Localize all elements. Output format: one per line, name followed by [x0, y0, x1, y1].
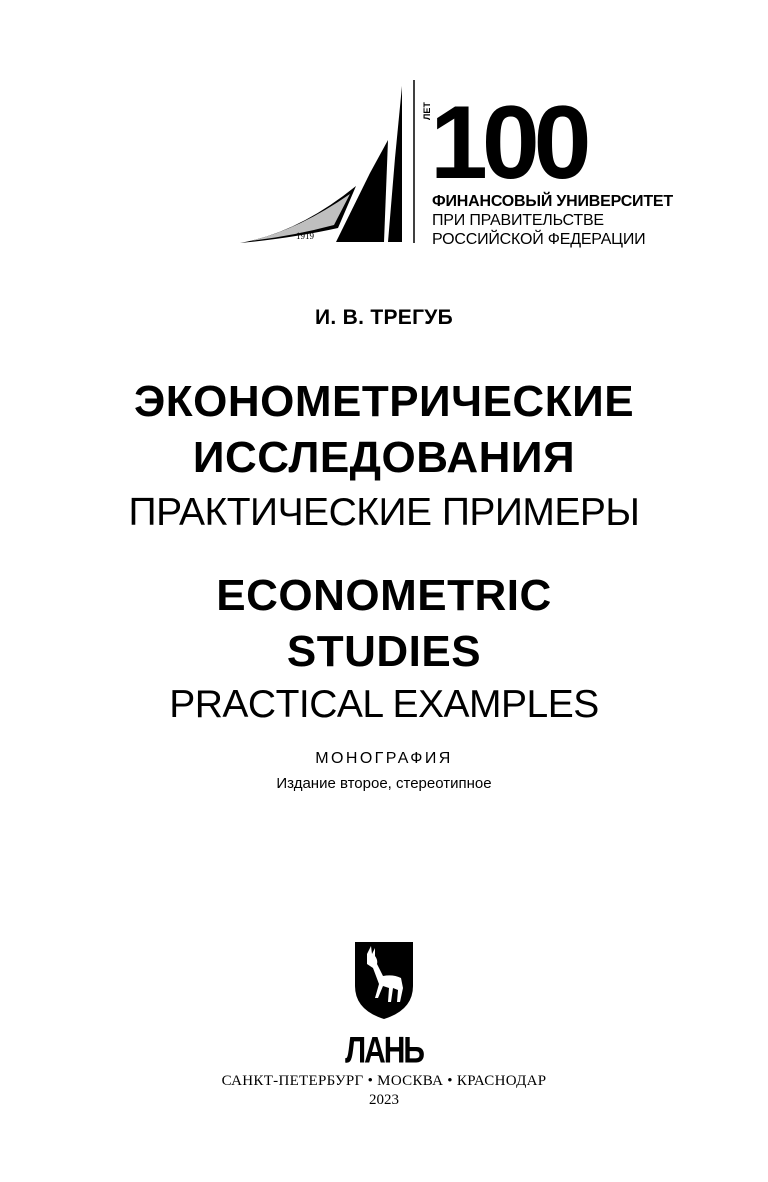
- genre-label: МОНОГРАФИЯ: [315, 750, 453, 767]
- title-en-line-1: ECONOMETRIC: [216, 571, 552, 620]
- logo-years-label: ЛЕТ: [422, 102, 432, 120]
- author-name: И. В. ТРЕГУБ: [314, 306, 454, 329]
- logo-founded-year: 1919: [296, 231, 314, 241]
- logo-slope-2: [388, 86, 402, 242]
- university-name-line-3: РОССИЙСКОЙ ФЕДЕРАЦИИ: [432, 231, 646, 248]
- publisher-logo: [345, 940, 423, 1072]
- university-name-line-2: ПРИ ПРАВИТЕЛЬСТВЕ: [432, 212, 604, 229]
- publication-year: 2023: [369, 1092, 399, 1108]
- title-en-line-2: STUDIES: [286, 627, 482, 676]
- doe-emblem-icon: [355, 942, 413, 1019]
- subtitle-ru: ПРАКТИЧЕСКИЕ ПРИМЕРЫ: [128, 491, 640, 534]
- publisher-cities: САНКТ-ПЕТЕРБУРГ • МОСКВА • КРАСНОДАР: [221, 1073, 547, 1089]
- edition-label: Издание второе, стереотипное: [276, 775, 492, 792]
- logo-slope-1: [336, 140, 388, 242]
- logo-anniversary-number: 100: [430, 85, 586, 201]
- subtitle-en: PRACTICAL EXAMPLES: [169, 683, 599, 726]
- university-name-line-1: ФИНАНСОВЫЙ УНИВЕРСИТЕТ: [432, 193, 673, 210]
- publisher-name: ЛАНЬ: [345, 1029, 423, 1072]
- title-ru-line-1: ЭКОНОМЕТРИЧЕСКИЕ: [133, 377, 635, 426]
- title-ru-line-2: ИССЛЕДОВАНИЯ: [192, 433, 576, 482]
